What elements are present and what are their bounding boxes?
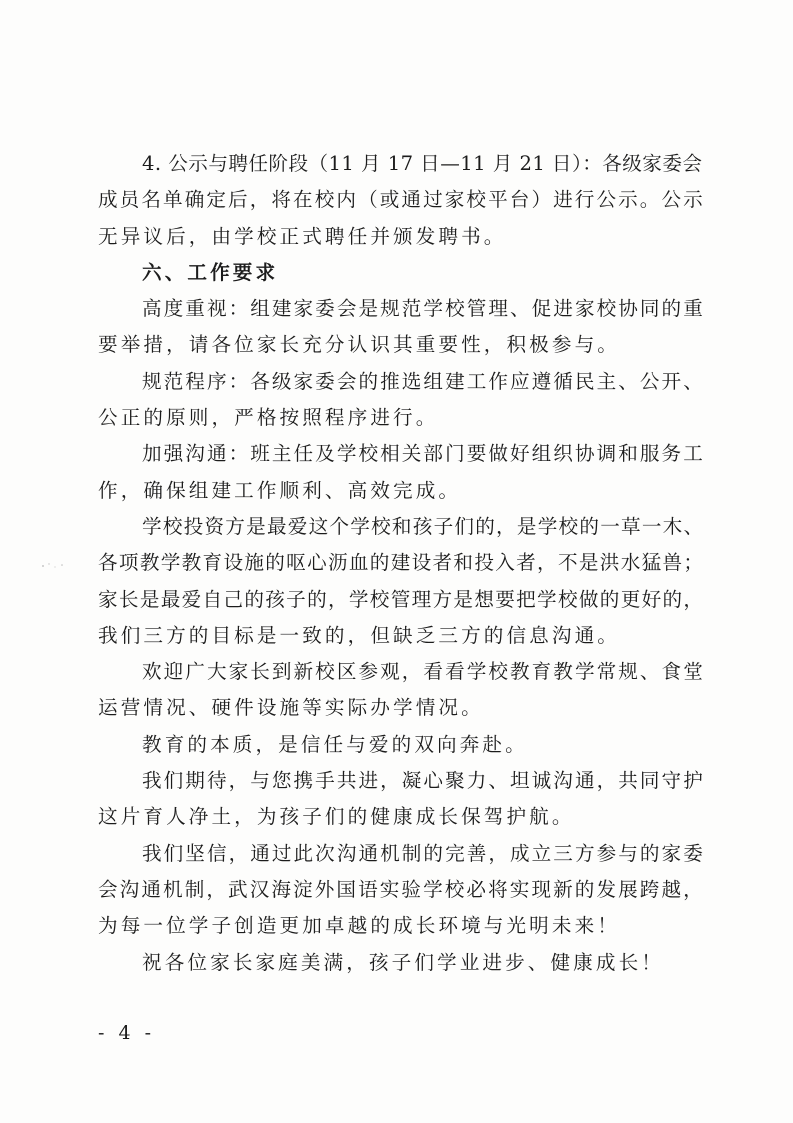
text-line: 加强沟通：班主任及学校相关部门要做好组织协调和服务工	[142, 442, 705, 466]
text-line: 为每一位学子创造更加卓越的成长环境与光明未来！	[98, 914, 620, 938]
paragraph	[98, 836, 710, 945]
text-line: 家长是最爱自己的孩子的，学校管理方是想要把学校做的更好的，	[98, 587, 705, 611]
text-line: 公正的原则，严格按照程序进行。	[98, 406, 439, 430]
scan-speck	[40, 560, 68, 570]
text-line: 4. 公示与聘任阶段（11 月 17 日—11 月 21 日）：各级家委会	[142, 152, 703, 175]
text-line: 成员名单确定后，将在校内（或通过家校平台）进行公示。公示	[98, 188, 705, 212]
text-line: 运营情况、硬件设施等实际办学情况。	[98, 696, 484, 720]
page-number: - 4 -	[98, 1022, 156, 1044]
section-heading: 六、工作要求	[142, 260, 279, 284]
text-line: 我们期待，与您携手共进，凝心聚力、坦诚沟通，共同守护	[142, 769, 705, 793]
text-line: 教育的本质，是信任与爱的双向奔赴。	[142, 732, 528, 756]
text-line: 规范程序：各级家委会的推选组建工作应遵循民主、公开、	[142, 369, 705, 393]
text-line: 作，确保组建工作顺利、高效完成。	[98, 478, 462, 502]
text-line: 我们坚信，通过此次沟通机制的完善，成立三方参与的家委	[142, 841, 705, 865]
text-line: 各项教学教育设施的呕心沥血的建设者和投入者，不是洪水猛兽；	[98, 551, 705, 575]
paragraph	[98, 436, 710, 509]
paragraph	[98, 763, 710, 836]
text-line: 欢迎广大家长到新校区参观，看看学校教育教学常规、食堂	[142, 660, 705, 684]
paragraph	[98, 945, 710, 981]
paragraph	[98, 146, 710, 255]
paragraph	[98, 291, 710, 364]
paragraph	[98, 509, 710, 654]
paragraph	[98, 727, 710, 763]
text-line: 无异议后，由学校正式聘任并颁发聘书。	[98, 224, 507, 248]
text-line: 高度重视：组建家委会是规范学校管理、促进家校协同的重	[142, 297, 705, 321]
document-body	[98, 146, 710, 981]
text-line: 这片育人净土，为孩子们的健康成长保驾护航。	[98, 805, 575, 829]
text-line: 要举措，请各位家长充分认识其重要性，积极参与。	[98, 333, 620, 357]
text-line: 会沟通机制，武汉海淀外国语实验学校必将实现新的发展跨越，	[98, 877, 705, 901]
text-line: 祝各位家长家庭美满，孩子们学业进步、健康成长！	[142, 950, 664, 974]
text-line: 我们三方的目标是一致的，但缺乏三方的信息沟通。	[98, 623, 620, 647]
text-line: 学校投资方是最爱这个学校和孩子们的，是学校的一草一木、	[142, 514, 705, 538]
paragraph	[98, 364, 710, 437]
paragraph	[98, 654, 710, 727]
